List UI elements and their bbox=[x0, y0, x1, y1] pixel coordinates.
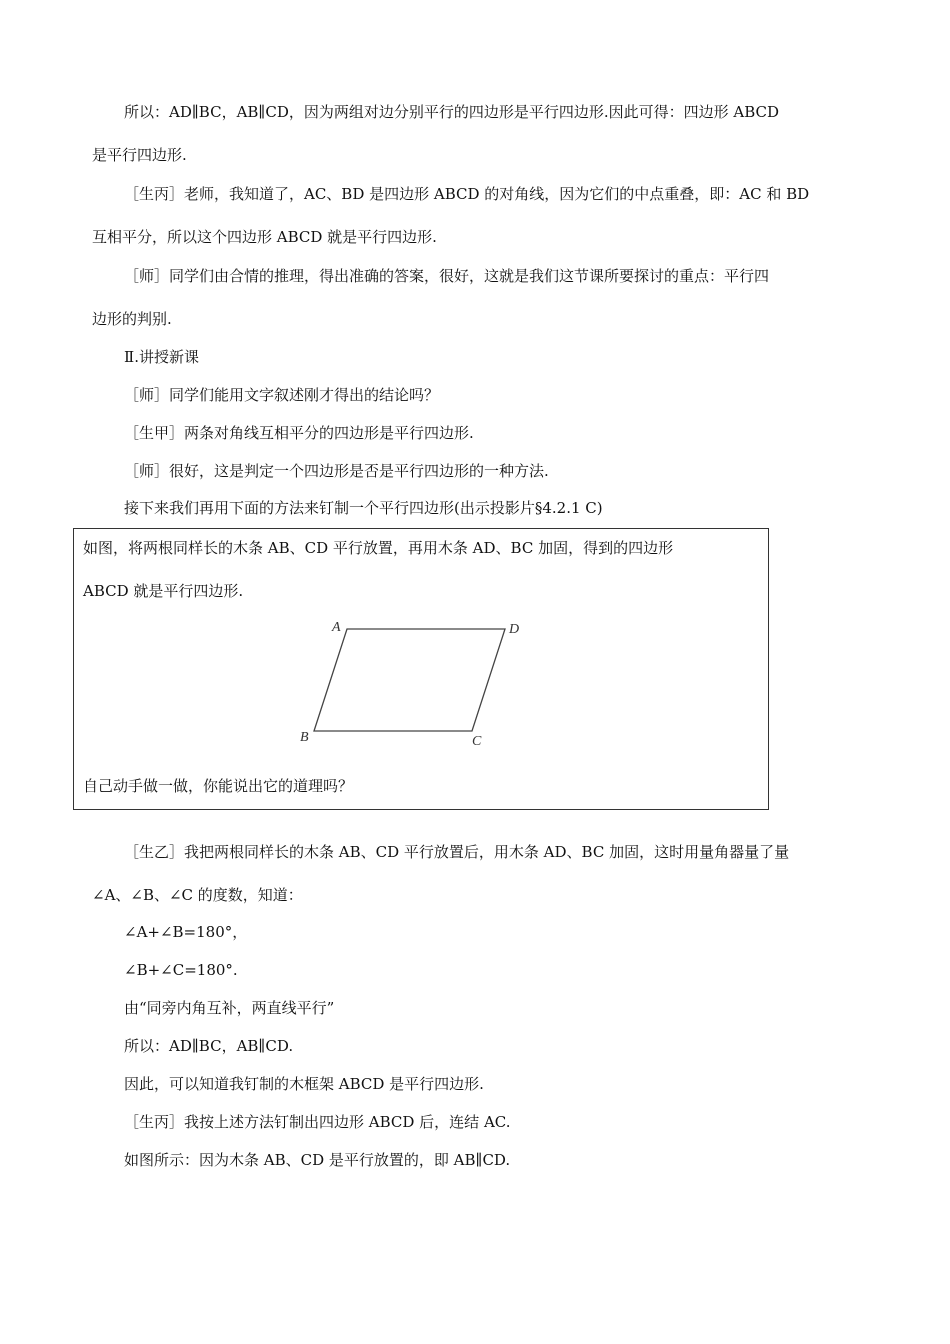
paragraph-line: ［生乙］我把两根同样长的木条 AB、CD 平行放置后，用木条 AD、BC 加固，这时用量角器量了量 bbox=[124, 843, 790, 861]
paragraph-line: 如图所示：因为木条 AB、CD 是平行放置的，即 AB∥CD. bbox=[124, 1151, 511, 1169]
paragraph-line: 所以：AD∥BC，AB∥CD. bbox=[124, 1037, 294, 1055]
paragraph-line: 边形的判别. bbox=[92, 310, 172, 328]
equation-line: ∠A+∠B=180°， bbox=[124, 923, 248, 941]
parallelogram-shape bbox=[314, 629, 505, 731]
section-heading: Ⅱ.讲授新课 bbox=[124, 348, 199, 366]
box-text-line: ABCD 就是平行四边形. bbox=[83, 582, 244, 600]
paragraph-line: ∠A、∠B、∠C 的度数，知道： bbox=[92, 886, 303, 904]
vertex-label-b: B bbox=[300, 730, 309, 745]
paragraph-line: ［师］很好，这是判定一个四边形是否是平行四边形的一种方法. bbox=[124, 462, 549, 480]
vertex-label-c: C bbox=[472, 734, 482, 749]
paragraph-line: ［师］同学们能用文字叙述刚才得出的结论吗？ bbox=[124, 386, 440, 404]
paragraph-line: 接下来我们再用下面的方法来钉制一个平行四边形(出示投影片§4.2.1 C) bbox=[124, 499, 603, 517]
equation-line: ∠B+∠C=180°. bbox=[124, 961, 238, 979]
paragraph-line: ［生丙］我按上述方法钉制出四边形 ABCD 后，连结 AC. bbox=[124, 1113, 511, 1131]
projection-box bbox=[73, 528, 769, 810]
vertex-label-a: A bbox=[332, 620, 341, 635]
paragraph-line: ［师］同学们由合情的推理，得出准确的答案，很好，这就是我们这节课所要探讨的重点：平行四 bbox=[124, 267, 770, 285]
paragraph-line: 是平行四边形. bbox=[92, 146, 187, 164]
parallelogram-diagram bbox=[300, 617, 532, 749]
paragraph-line: ［生甲］两条对角线互相平分的四边形是平行四边形. bbox=[124, 424, 474, 442]
paragraph-line: ［生丙］老师，我知道了，AC、BD 是四边形 ABCD 的对角线，因为它们的中点重叠，即：AC 和 BD bbox=[124, 185, 810, 203]
paragraph-line: 因此，可以知道我钉制的木框架 ABCD 是平行四边形. bbox=[124, 1075, 484, 1093]
box-text-line: 如图，将两根同样长的木条 AB、CD 平行放置，再用木条 AD、BC 加固，得到的四边形 bbox=[83, 539, 674, 557]
paragraph-line: 由“同旁内角互补，两直线平行” bbox=[124, 999, 335, 1017]
box-question: 自己动手做一做，你能说出它的道理吗？ bbox=[83, 777, 354, 795]
vertex-label-d: D bbox=[509, 622, 520, 637]
paragraph-line: 所以：AD∥BC，AB∥CD，因为两组对边分别平行的四边形是平行四边形.因此可得：四边形 ABCD bbox=[124, 103, 780, 121]
parallelogram-figure bbox=[300, 617, 532, 751]
paragraph-line: 互相平分，所以这个四边形 ABCD 就是平行四边形. bbox=[92, 228, 437, 246]
